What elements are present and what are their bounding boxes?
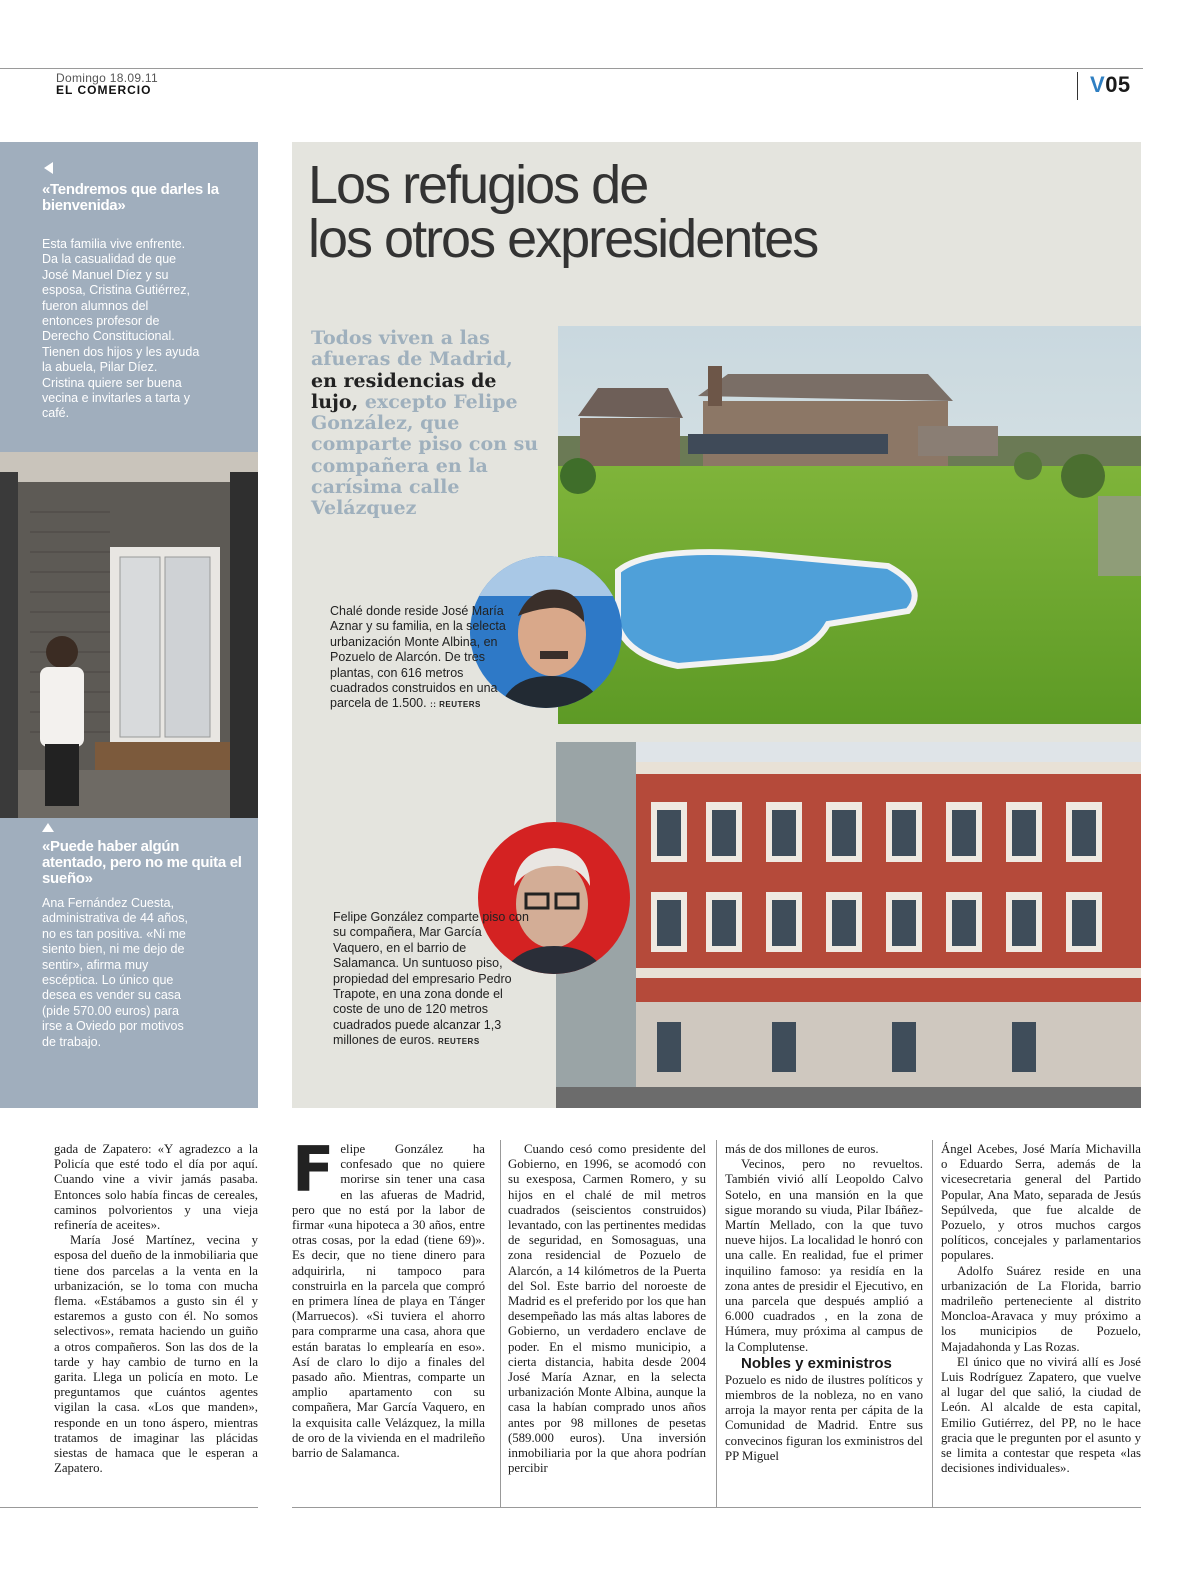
- page-number: [1090, 72, 1131, 98]
- section-letter: V: [1090, 72, 1106, 97]
- chalet-photo: [558, 326, 1141, 724]
- paragraph: más de dos millones de euros.: [725, 1142, 879, 1156]
- issue-date: Domingo 18.09.11: [56, 71, 158, 85]
- paragraph-text: elipe González ha confesado que no quiere morirse sin tener una casa en las afueras de Madrid, pero que no está por la labor de firmar «una hipoteca a 30 años, entre otras cosas, por la edad (tiene 69)». Es decir, que no tiene dinero para adquirirla, ni tampoco para construirla en la parcela que compró en primera línea de playa en Tánger (Marruecos). «Si tuviera el ahorro para comprarme una casa, ahora que están baratas lo emplearía en eso». Así de claro lo dijo a finales del pasado año. Mientras, comparte un amplio apartamento con su compañera, Mar García Vaquero, en la exquisita calle Velázquez, la milla de oro de la vivienda en el madrileño barrio de Salamanca.: [292, 1142, 485, 1461]
- deck-part2: en residencias de lujo,: [311, 369, 497, 413]
- column-rule: [716, 1140, 717, 1508]
- sidebar-quote2-body: Ana Fernández Cuesta, administrativa de 44 años, no es tan positiva. «Ni me siento bien, ni me dejo de sentir», afirma muy escéptica. Lo único que desea es vender su casa (pide 570.00 euros) para irse a Oviedo por motivos de trabajo.: [42, 896, 188, 1049]
- paragraph: Ángel Acebes, José María Michavilla o Eduardo Serra, además de la vicesecretaria general del Partido Popular, Ana Mato, separada de Jesús Sepúlveda, que fue alcalde de Pozuelo, y otros muchos cargos políticos, concejales y parlamentarios populares.: [941, 1142, 1141, 1263]
- column-rule: [500, 1140, 501, 1508]
- article-column-5: [941, 1142, 1141, 1476]
- building-photo: [556, 742, 1141, 1108]
- caption-gonzalez: [333, 910, 533, 1050]
- sidebar-quote1-body: Esta familia vive enfrente. Da la casualidad de que José Manuel Díez y su esposa, Cristina Gutiérrez, fueron alumnos del entonces profesor de Derecho Constitucional. Tienen dos hijos y les ayuda la abuela, Pilar Díez. Cristina quiere ser buena vecina e invitarles a tarta y café.: [42, 237, 200, 421]
- subheading: Nobles y exministros: [741, 1354, 892, 1372]
- page-digits: 05: [1105, 72, 1131, 97]
- paragraph: Adolfo Suárez reside en una urbanización de La Florida, barrio madrileño perteneciente al distrito Moncloa-Aravaca y muy próximo a los municipios de Pozuelo, Majadahonda y Las Rozas.: [941, 1263, 1141, 1354]
- article-column-4: [725, 1142, 923, 1464]
- caption-aznar: [330, 604, 520, 713]
- paragraph: Vecinos, pero no revueltos. También vivió allí Leopoldo Calvo Sotelo, en una mansión en la que sigue morando su viuda, Pilar Ibáñez-Martín Mellado, con la que tuvo nueve hijos. La localidad le honró con una calle. En realidad, fue el primer inquilino famoso: ya residía en la zona antes de presidir el Ejecutivo, en una parcela que después amplió a 6.000 cuadrados , en la zona de Húmera, muy próxima al campus de la Complutense.: [725, 1157, 923, 1354]
- caption-gonzalez-text: Felipe González comparte piso con su compañera, Mar García Vaquero, en el barrio de Salamanca. Un suntuoso piso, propiedad del empresario Pedro Trapote, en una zona donde el coste de uno de 120 metros cuadrados puede alcanzar 1,3 millones de euros.: [333, 910, 529, 1048]
- bottom-rule: [0, 1507, 258, 1508]
- caption-gonzalez-credit: REUTERS: [437, 1037, 480, 1047]
- sidebar-quote1-title: «Tendremos que darles la bienvenida»: [42, 181, 219, 214]
- article-column-3: [508, 1142, 706, 1476]
- deck-part1: Todos viven a las afueras de Madrid,: [311, 327, 513, 371]
- headline-line2: los otros expresidentes: [308, 209, 818, 269]
- deck: [311, 328, 543, 520]
- article-column-2: [292, 1133, 485, 1461]
- triangle-left-icon: [44, 162, 53, 174]
- triangle-up-icon: [42, 823, 54, 832]
- paragraph: Cuando cesó como presidente del Gobierno, en 1996, se acomodó con su exesposa, Carmen Romero, y su hijos en el chalé de mil metros cuadrados (seiscientos construidos) levantado, con las pertinentes medidas de seguridad, en Somosaguas, una zona residencial de Pozuelo de Alarcón, a 14 kilómetros de la Puerta del Sol. Este barrio del noroeste de Madrid es el preferido por los que han desempeñado las más altas labores de Gobierno, un verdadero enclave de poder. En el mismo municipio, a cierta distancia, habita desde 2004 José María Aznar, en la selecta urbanización Monte Albina, aunque la casa la habían comprado unos años antes por 98 millones de pesetas (589.000 euros). Una inversión inmobiliaria por la que ahora podrían percibir: [508, 1142, 706, 1476]
- header-separator: [1077, 72, 1078, 100]
- paragraph: [292, 1133, 485, 1461]
- sidebar-quote2-title: «Puede haber algún atentado, pero no me quita el sueño»: [42, 838, 242, 887]
- caption-aznar-credit: :: REUTERS: [430, 700, 481, 710]
- neighbor-photo: [0, 452, 258, 818]
- bottom-rule: [292, 1507, 1141, 1508]
- column-rule: [932, 1140, 933, 1508]
- caption-aznar-text: Chalé donde reside José María Aznar y su familia, en la selecta urbanización Monte Albina, en Pozuelo de Alarcón. De tres plantas, con 616 metros cuadrados construidos en una parcela de 1.500.: [330, 604, 506, 711]
- newspaper-name: EL COMERCIO: [56, 83, 152, 97]
- paragraph: gada de Zapatero: «Y agradezco a la Policía que esté todo el día por aquí. Cuando vine a vivir jamás pasaba. Entonces solo había fincas de cereales, caminos polvorientos y una vieja refinería de aceites».: [54, 1142, 258, 1233]
- paragraph: Pozuelo es nido de ilustres políticos y miembros de la nobleza, no en vano arroja la mayor renta per cápita de la Comunidad de Madrid. Entre sus convecinos figuran los exministros del PP Miguel: [725, 1372, 923, 1463]
- paragraph: María José Martínez, vecina y esposa del dueño de la inmobiliaria que tiene dos parcelas a la venta en la urbanización, se lo toma con mucha flema. «Estábamos a gusto sin él y estaremos a gusto con él. No somos selectivos», remata haciendo un guiño a otros compañeros. Son las dos de la tarde y hay cambio de turno en la garita. Llega un policía en moto. Le preguntamos que cuántos agentes vigilan la casa. «Los que manden», responde en un tono áspero, mientras tratamos de imaginar las plácidas siestas de hamaca que le esperan a Zapatero.: [54, 1233, 258, 1476]
- headline: [308, 155, 1128, 269]
- paragraph: El único que no vivirá allí es José Luis Rodríguez Zapatero, que vuelve al lugar del que salió, la ciudad de León. Al alcalde de esta capital, Emilio Gutiérrez, del PP, no le hace gracia que le pregunten por el asunto y se limita a contestar que respeta «las decisiones individuales».: [941, 1354, 1141, 1476]
- header-rule: [0, 68, 1143, 69]
- deck-part3: excepto Felipe González, que comparte piso con su compañera en la carísima calle Velázquez: [311, 390, 539, 520]
- drop-cap: F: [292, 1133, 335, 1206]
- article-column-1: [54, 1142, 258, 1476]
- headline-line1: Los refugios de: [308, 155, 648, 215]
